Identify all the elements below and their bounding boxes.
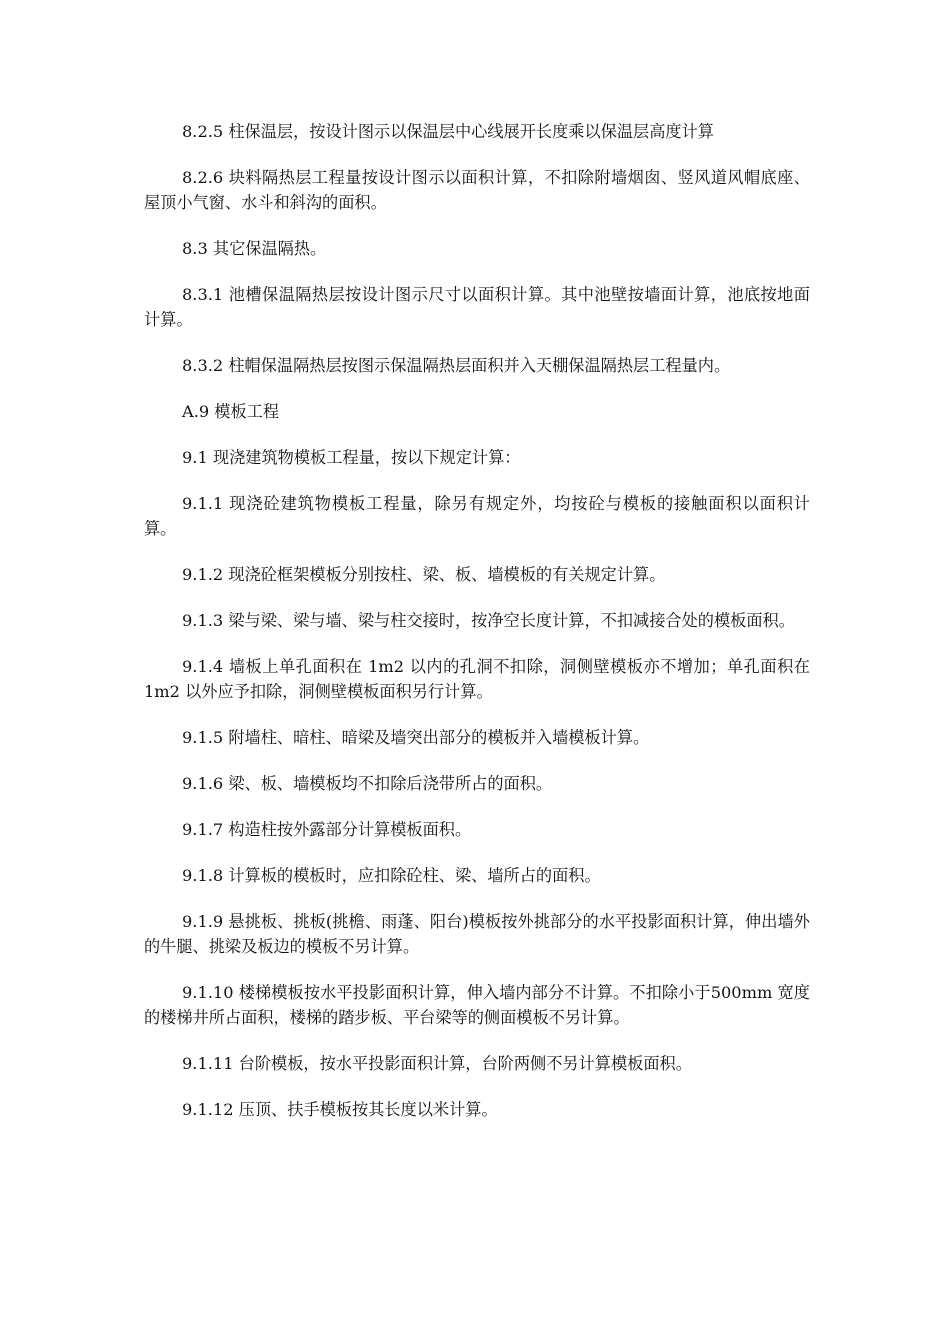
paragraph-8-3: 8.3 其它保温隔热。 [182,239,327,258]
paragraph-9-1-9: 9.1.9 悬挑板、挑板(挑檐、雨蓬、阳台)模板按外挑部分的水平投影面积计算，伸出墙外的牛腿、挑梁及板边的模板不另计算。 [144,912,810,956]
paragraph-9-1: 9.1 现浇建筑物模板工程量，按以下规定计算： [182,448,521,467]
paragraph-9-1-3: 9.1.3 梁与梁、梁与墙、梁与柱交接时，按净空长度计算，不扣减接合处的模板面积。 [182,611,795,630]
document-body [144,119,810,1143]
paragraph-9-1-8: 9.1.8 计算板的模板时，应扣除砼柱、梁、墙所占的面积。 [182,866,601,885]
section-heading-a9: A.9 模板工程 [182,402,280,421]
paragraph-9-1-12: 9.1.12 压顶、扶手模板按其长度以米计算。 [182,1100,498,1119]
paragraph-9-1-6: 9.1.6 梁、板、墙模板均不扣除后浇带所占的面积。 [182,774,553,793]
paragraph-9-1-11: 9.1.11 台阶模板，按水平投影面积计算，台阶两侧不另计算模板面积。 [182,1054,692,1073]
paragraph-8-3-2: 8.3.2 柱帽保温隔热层按图示保温隔热层面积并入天棚保温隔热层工程量内。 [182,356,731,375]
paragraph-8-2-5: 8.2.5 柱保温层，按设计图示以保温层中心线展开长度乘以保温层高度计算 [182,122,714,141]
paragraph-9-1-5: 9.1.5 附墙柱、暗柱、暗梁及墙突出部分的模板并入墙模板计算。 [182,728,650,747]
paragraph-9-1-2: 9.1.2 现浇砼框架模板分别按柱、梁、板、墙模板的有关规定计算。 [182,565,666,584]
paragraph-9-1-7: 9.1.7 构造柱按外露部分计算模板面积。 [182,820,472,839]
paragraph-8-3-1: 8.3.1 池槽保温隔热层按设计图示尺寸以面积计算。其中池壁按墙面计算，池底按地面计算。 [144,285,810,329]
paragraph-9-1-1: 9.1.1 现浇砼建筑物模板工程量，除另有规定外，均按砼与模板的接触面积以面积计算。 [144,494,810,538]
paragraph-9-1-4: 9.1.4 墙板上单孔面积在 1m2 以内的孔洞不扣除，洞侧壁模板亦不增加；单孔面积在 1m2 以外应予扣除，洞侧壁模板面积另行计算。 [144,657,810,701]
paragraph-9-1-10: 9.1.10 楼梯模板按水平投影面积计算，伸入墙内部分不计算。不扣除小于500mm 宽度的楼梯井所占面积，楼梯的踏步板、平台梁等的侧面模板不另计算。 [144,983,810,1027]
paragraph-8-2-6: 8.2.6 块料隔热层工程量按设计图示以面积计算，不扣除附墙烟囱、竖风道风帽底座、屋顶小气窗、水斗和斜沟的面积。 [144,168,810,212]
